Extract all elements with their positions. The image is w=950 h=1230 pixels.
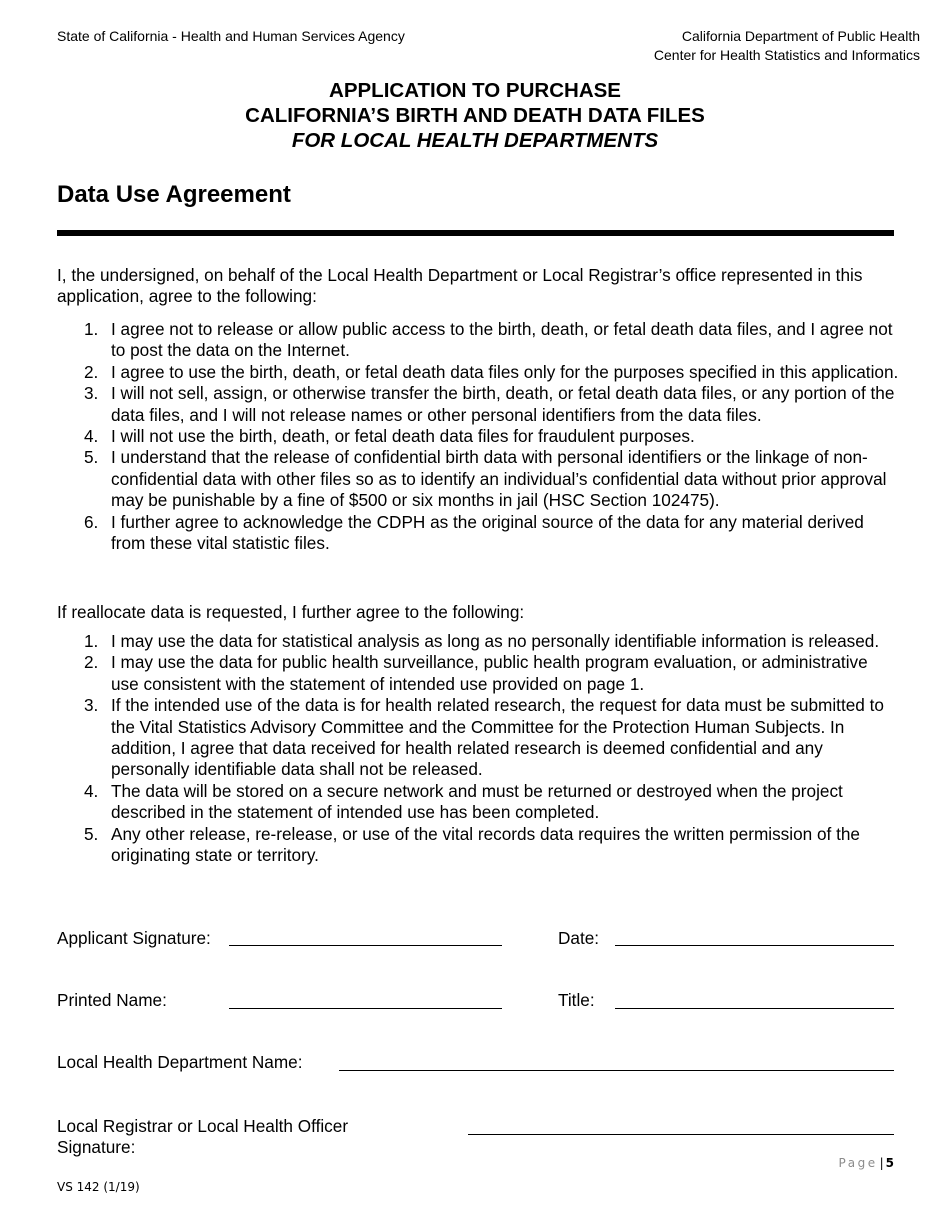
registrar-signature-line[interactable] — [468, 1134, 894, 1135]
list-text: Any other release, re-release, or use of the vital records data requires the written permission of the originating state or territory. — [111, 823, 860, 866]
agency-header: State of California - Health and Human Services Agency — [57, 28, 405, 44]
list-number: 1. — [84, 631, 99, 651]
lhd-name-line[interactable] — [339, 1070, 894, 1071]
list-number: 2. — [84, 652, 99, 673]
list-number: 1. — [84, 319, 99, 339]
list-number: 3. — [84, 695, 99, 716]
department-header — [654, 27, 920, 65]
list-number: 5. — [84, 823, 99, 844]
title-label: Title: — [558, 990, 595, 1010]
list-text: The data will be stored on a secure network and must be returned or destroyed when the project described in the statement of intended use has been completed. — [111, 780, 843, 823]
list-item — [57, 512, 899, 555]
section-title: Data Use Agreement — [57, 181, 291, 208]
list-item — [57, 695, 899, 781]
printed-name-line[interactable] — [229, 1008, 502, 1009]
page-separator: | — [879, 1156, 884, 1170]
reallocate-list — [57, 631, 899, 866]
list-text: I further agree to acknowledge the CDPH as the original source of the data for any material derived from these vital statistic files. — [111, 511, 864, 554]
list-item — [57, 631, 899, 652]
document-title — [0, 78, 950, 153]
printed-name-label: Printed Name: — [57, 990, 167, 1010]
list-text: I agree to use the birth, death, or fetal death data files only for the purposes specified in this application. — [111, 361, 899, 382]
list-number: 3. — [84, 383, 99, 404]
list-item — [57, 824, 899, 867]
registrar-label-line-1: Local Registrar or Local Health Officer — [57, 1116, 349, 1136]
center-name: Center for Health Statistics and Informatics — [653, 47, 920, 63]
list-text: I may use the data for statistical analysis as long as no personally identifiable information is released. — [111, 631, 880, 651]
reallocate-intro: If reallocate data is requested, I further agree to the following: — [57, 602, 525, 622]
applicant-signature-line[interactable] — [229, 945, 502, 946]
section-divider — [57, 230, 894, 236]
lhd-name-label: Local Health Department Name: — [57, 1052, 303, 1072]
list-number: 5. — [84, 447, 99, 468]
title-line-3: FOR LOCAL HEALTH DEPARTMENTS — [291, 129, 659, 152]
title-line-2: CALIFORNIA’S BIRTH AND DEATH DATA FILES — [245, 104, 705, 127]
list-item — [57, 383, 899, 426]
list-number: 2. — [84, 361, 99, 382]
list-text: I agree not to release or allow public access to the birth, death, or fetal death data files, and I agree not to post the data on the Internet. — [111, 319, 893, 361]
list-item — [57, 447, 899, 511]
list-item — [57, 652, 899, 695]
intro-paragraph: I, the undersigned, on behalf of the Local Health Department or Local Registrar’s office represented in this application, agree to the following: — [57, 265, 863, 307]
page-number — [839, 1156, 894, 1170]
list-text: I understand that the release of confidential birth data with personal identifiers or the linkage of non-confidential data with other files so as to identify an individual’s confidential data without prior approval may be punishable by a fine of $500 or six months in jail (HSC Section 102475). — [111, 447, 887, 511]
date-label: Date: — [558, 928, 600, 948]
title-line-1: APPLICATION TO PURCHASE — [329, 79, 621, 102]
page-word: Page — [838, 1156, 878, 1170]
registrar-signature-label — [57, 1116, 348, 1159]
list-text: I will not use the birth, death, or fetal death data files for fraudulent purposes. — [111, 426, 695, 447]
list-number: 6. — [84, 511, 99, 532]
form-id: VS 142 (1/19) — [57, 1180, 140, 1194]
applicant-signature-label: Applicant Signature: — [57, 928, 211, 948]
list-item — [57, 781, 899, 824]
list-text: I may use the data for public health surveillance, public health program evaluation, or administrative use consistent with the statement of intended use provided on page 1. — [111, 652, 868, 694]
agreements-list — [57, 319, 899, 554]
list-item — [57, 319, 899, 362]
title-line[interactable] — [615, 1008, 894, 1009]
page-num: 5 — [885, 1156, 894, 1170]
list-text: I will not sell, assign, or otherwise transfer the birth, death, or fetal death data files, or any portion of the data files, and I will not release names or other personal identifiers from the data files. — [111, 383, 895, 425]
list-item — [57, 362, 899, 383]
date-line[interactable] — [615, 945, 894, 946]
list-text: If the intended use of the data is for health related research, the request for data must be submitted to the Vital Statistics Advisory Committee and the Committee for the Protection Human Subjects. In addition, I agree that data received for health related research is deemed confidential and any personally identifiable data shall not be released. — [111, 695, 884, 780]
registrar-label-line-2: Signature: — [57, 1137, 136, 1158]
department-name: California Department of Public Health — [681, 28, 920, 44]
list-number: 4. — [84, 426, 99, 447]
list-number: 4. — [84, 780, 99, 801]
list-item — [57, 426, 899, 447]
